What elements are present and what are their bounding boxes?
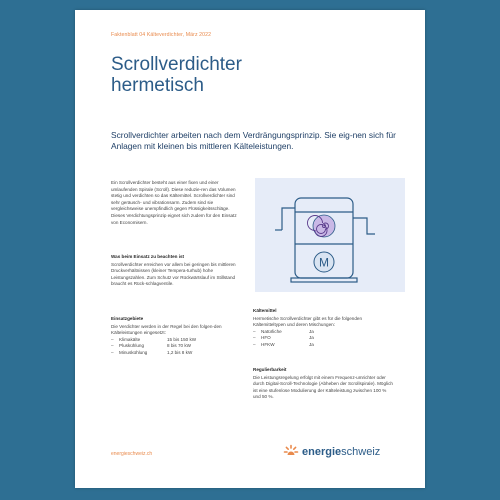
suction-pipe	[282, 208, 295, 230]
list-value: Ja	[309, 328, 314, 334]
list-value: 15 bis 150 kW	[167, 336, 197, 342]
logo-wordmark-schweiz: schweiz	[341, 446, 381, 458]
motor-icon	[314, 252, 334, 272]
list-item	[253, 335, 393, 342]
section-kaeltemittel-heading: Kältemittel	[253, 308, 277, 313]
section-regelbarkeit-body: Die Leistungsregelung erfolgt mit einem Frequenz-umrichter oder durch Digital-Scroll-Technologie (Abheben der Scrollspirale). Möglich ist eine stufenlose Modulierung der Kälteleistung zwischen 100 % und 50 %.	[253, 374, 393, 400]
list-item	[111, 343, 243, 350]
energieschweiz-logo	[283, 442, 380, 462]
list-item	[111, 337, 243, 344]
title-line-1: Scrollverdichter	[111, 54, 242, 75]
list-dash: –	[253, 341, 256, 347]
section-einsatz-heading: Was beim Einsatz zu beachten ist	[111, 254, 185, 259]
section-einsatz-body: Scrollverdichter erreichen vor allem bei geringen bis mittleren Druckverhältnissen (kleiner Tempera-turhub) hohe Leistungszahlen. Zum Schutz vor Rückwärtslauf im Stillstand braucht es Rück-schlagventile.	[111, 261, 236, 287]
list-dash: –	[253, 328, 256, 334]
section-einsatzgebiete-body: Die Verdichter werden in der Regel bei den folgen-den Kälteleistungen eingesetzt:	[111, 323, 222, 336]
lead-paragraph: Scrollverdichter arbeiten nach dem Verdrängungsprinzip. Sie eig-nen sich für Anlagen mit kleinen bis mittleren Kälteleistungen.	[111, 130, 396, 151]
section-regelbarkeit-heading: Regulierbarkeit	[253, 367, 287, 372]
section-kaeltemittel-body: Hermetische Scrollverdichter gibt es für die folgenden Kältemitteltypen und deren Mischungen:	[253, 315, 363, 328]
motor-label: M	[319, 255, 329, 270]
list-label: HFKW	[261, 341, 275, 347]
list-value: Ja	[309, 341, 314, 347]
title-line-2: hermetisch	[111, 75, 204, 96]
scroll-compressor-illustration	[255, 178, 405, 292]
logo-wordmark-energie: energie	[302, 446, 342, 458]
list-dash: –	[253, 335, 256, 341]
list-value: 1,2 bis 8 kW	[167, 349, 193, 355]
scroll-spiral-icon	[308, 215, 336, 237]
page-title	[111, 54, 371, 96]
list-value: 8 bis 70 kW	[167, 343, 191, 349]
list-item	[253, 342, 393, 349]
section-einsatz	[111, 254, 237, 288]
list-dash: –	[111, 343, 114, 349]
section-regelbarkeit	[253, 367, 393, 401]
list-item	[253, 329, 393, 336]
section-kaeltemittel	[253, 308, 393, 349]
intro-paragraph: Ein Scrollverdichter besteht aus einer fixen und einer umlaufenden Spirale (Scroll). Diese reduzie-ren das Volumen stetig und verdichten so das Kältemittel. Scrollverdichter sind sehr geräusch- und vibrationsarm. Zudem sind sie vergleichsweise unempfindlich gegen Flüssigkeitsschläge. Dieses Verdichtungsprinzip eignet sich zudem für den Einsatz von Economisern.	[111, 180, 237, 225]
compressor-base	[291, 278, 357, 282]
list-label: Pluskühlung	[119, 343, 145, 349]
sun-logo-icon	[283, 444, 299, 460]
list-dash: –	[111, 349, 114, 355]
compressor-drawing	[255, 178, 405, 292]
fact-sheet-page	[75, 10, 425, 488]
list-dash: –	[111, 336, 114, 342]
list-value: Ja	[309, 335, 314, 341]
section-einsatzgebiete	[111, 316, 243, 357]
list-item	[111, 350, 243, 357]
document-header: Faktenblatt 04 Kälteverdichter, März 2022	[111, 32, 212, 38]
list-label: Klimakälte	[119, 336, 141, 342]
footer-link[interactable]: energieschweiz.ch	[111, 451, 153, 457]
logo-wordmark	[302, 446, 380, 458]
list-label: HFO	[261, 335, 271, 341]
discharge-pipe	[353, 218, 375, 234]
section-einsatzgebiete-heading: Einsatzgebiete	[111, 316, 144, 321]
list-label: Natürliche	[261, 328, 282, 334]
list-label: Minuskühlung	[119, 349, 148, 355]
